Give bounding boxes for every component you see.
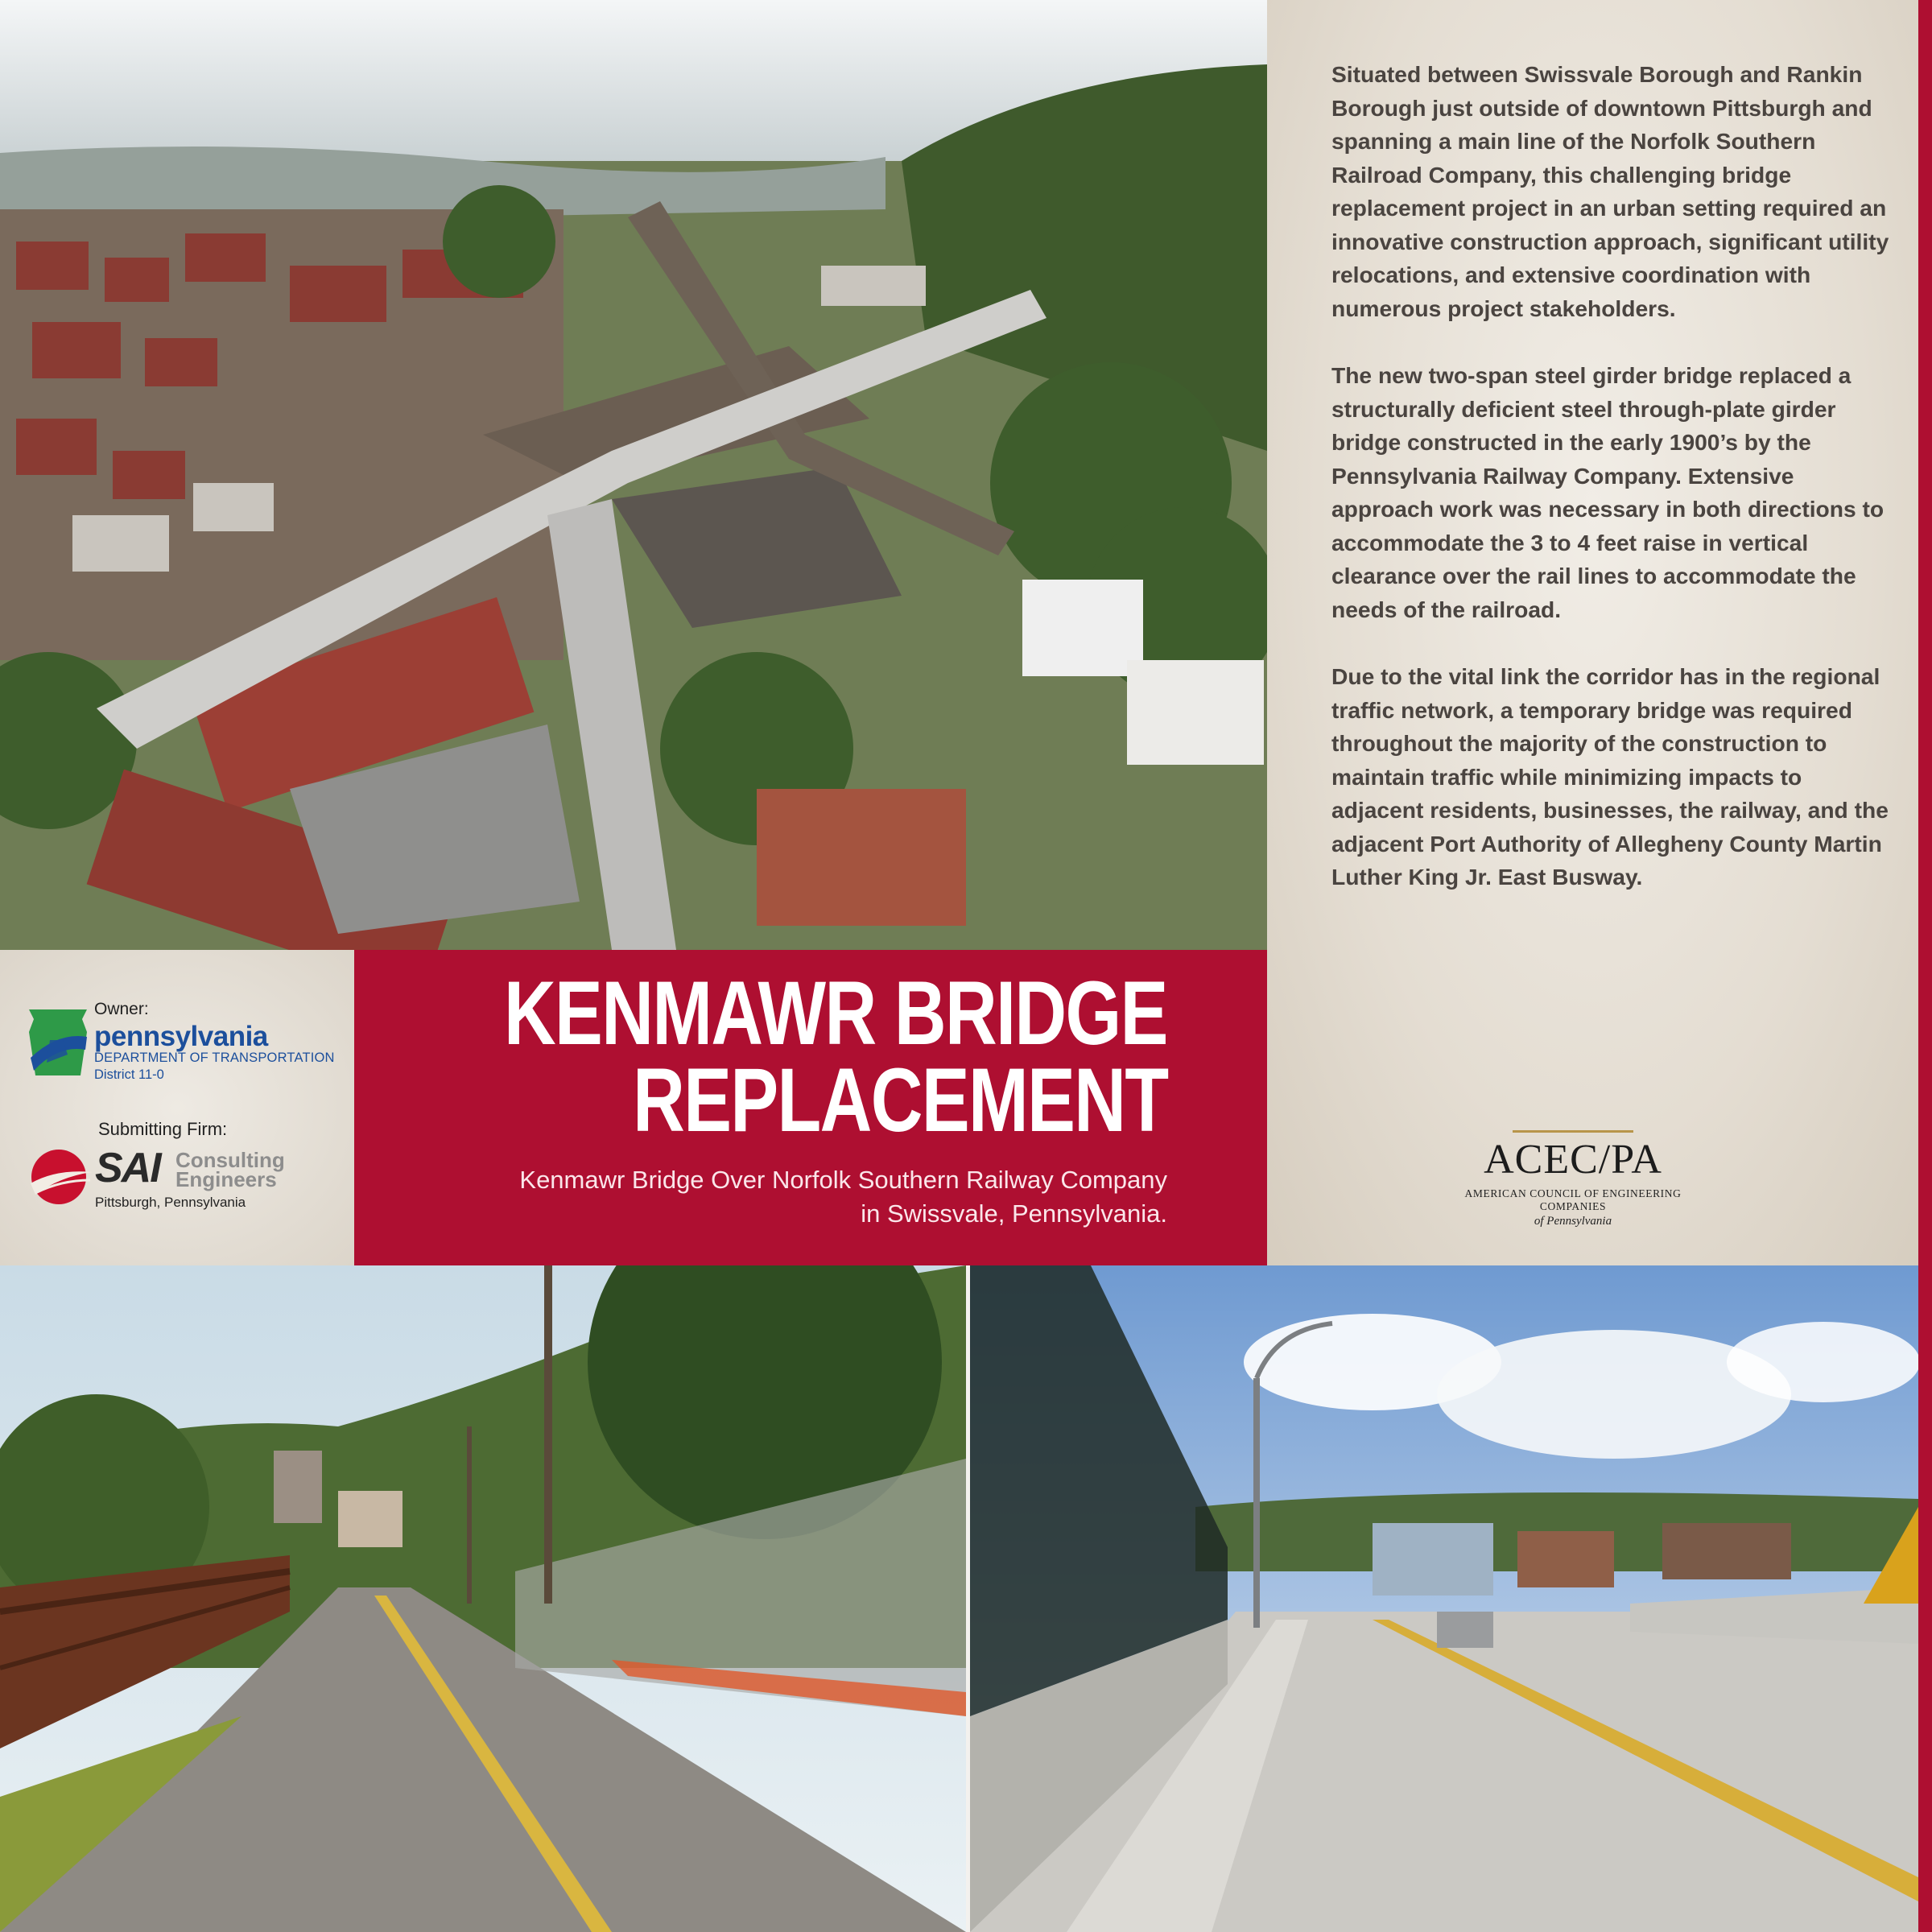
sai-engineers: Engineers bbox=[175, 1167, 277, 1191]
sponsor-logos bbox=[0, 950, 354, 1265]
description-panel bbox=[1267, 0, 1918, 1265]
penndot-name: pennsylvania bbox=[94, 1021, 268, 1052]
acec-logo bbox=[1444, 1130, 1702, 1228]
acec-rule bbox=[1513, 1130, 1633, 1133]
penndot-department: DEPARTMENT OF TRANSPORTATION bbox=[94, 1051, 335, 1065]
red-edge-bar bbox=[1918, 0, 1932, 1932]
description-paragraph-3: Due to the vital link the corridor has in the regional traffic network, a temporary bridge was required throughout the majority of the construction to maintain traffic while minimizing impacts to adjacent residents, businesses, the railway, and the adjacent Port Authority of Allegheny County Martin Luther King Jr. East Busway. bbox=[1331, 663, 1889, 890]
project-description bbox=[1331, 58, 1895, 928]
after-photo bbox=[970, 1265, 1918, 1932]
acec-of-pennsylvania: of Pennsylvania bbox=[1534, 1215, 1612, 1228]
sai-swoosh-icon bbox=[24, 1148, 93, 1206]
description-paragraph-1: Situated between Swissvale Borough and Rankin Borough just outside of downtown Pittsburgh and spanning a main line of the Norfolk Southern Railroad Company, this challenging bridge replacement project in an urban setting required an innovative construction approach, significant utility relocations, and extensive coordination with numerous project stakeholders. bbox=[1331, 61, 1889, 321]
acec-full-name: AMERICAN COUNCIL OF ENGINEERING COMPANIES bbox=[1464, 1187, 1682, 1212]
title-line-1: KENMAWR BRIDGE bbox=[504, 963, 1167, 1063]
submitting-firm-label: Submitting Firm: bbox=[98, 1119, 228, 1139]
before-photo bbox=[0, 1265, 966, 1932]
title-banner bbox=[354, 950, 1267, 1265]
owner-label: Owner: bbox=[94, 1000, 149, 1018]
aerial-photo bbox=[0, 0, 1267, 950]
description-paragraph-2: The new two-span steel girder bridge replaced a structurally deficient steel through-plate girder bridge constructed in the early 1900’s by the Pennsylvania Railway Company. Extensive approach work was necessary in both directions to accommodate the 3 to 4 feet raise in vertical clearance over the rail lines to accommodate the needs of the railroad. bbox=[1331, 362, 1885, 622]
subtitle-line-2: in Swissvale, Pennsylvania. bbox=[861, 1199, 1167, 1228]
subtitle-line-1: Kenmawr Bridge Over Norfolk Southern Railway Company bbox=[519, 1166, 1167, 1194]
penndot-keystone-icon bbox=[26, 1008, 90, 1077]
penndot-district: District 11-0 bbox=[94, 1067, 164, 1082]
acec-name: ACEC/PA bbox=[1484, 1137, 1662, 1183]
sai-consulting: Consulting bbox=[175, 1148, 285, 1172]
sai-letters: SAI bbox=[95, 1145, 160, 1191]
title-line-2: REPLACEMENT bbox=[632, 1050, 1167, 1150]
sai-city: Pittsburgh, Pennsylvania bbox=[95, 1195, 246, 1210]
